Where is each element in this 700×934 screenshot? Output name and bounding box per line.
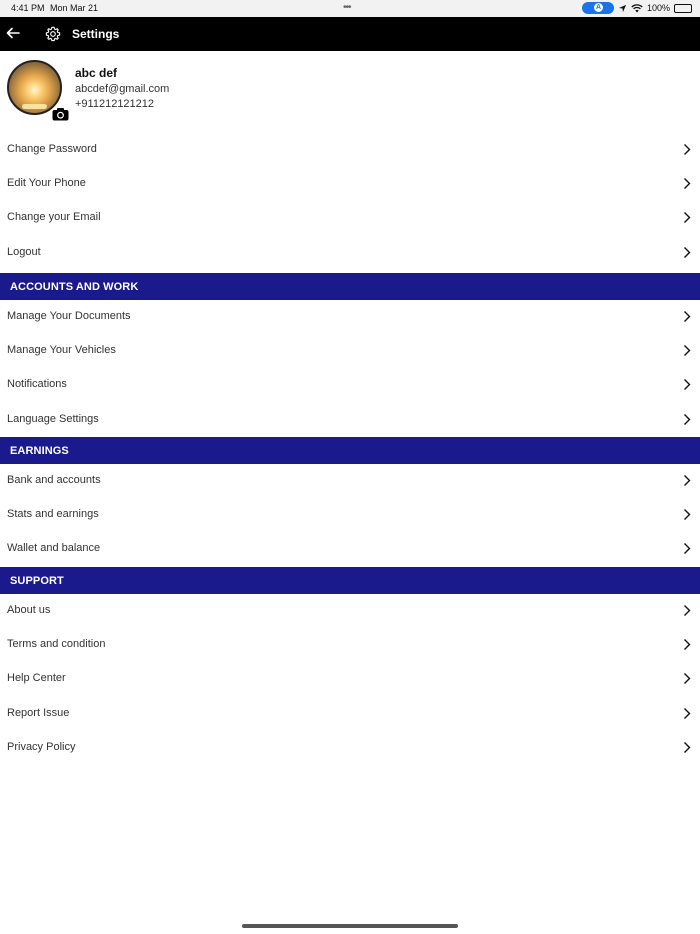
profile-name: abc def	[75, 66, 118, 80]
list-item-change-email[interactable]	[0, 201, 700, 235]
list-item-label: Edit Your Phone	[7, 177, 86, 190]
chevron-right-icon	[683, 143, 691, 156]
location-pill-icon	[582, 2, 614, 14]
section-header-earnings	[0, 437, 700, 464]
camera-icon[interactable]	[52, 107, 69, 121]
list-item-label: Stats and earnings	[7, 508, 99, 521]
list-item-label: Notifications	[7, 378, 67, 391]
list-item-label: Language Settings	[7, 412, 99, 425]
battery-icon	[674, 4, 692, 13]
top-bar	[0, 17, 700, 51]
list-item-help-center[interactable]	[0, 662, 700, 696]
status-bar	[0, 0, 700, 17]
profile-email: abcdef@gmail.com	[75, 83, 170, 95]
arrow-left-icon[interactable]	[5, 25, 21, 41]
chevron-right-icon	[683, 211, 691, 224]
list-item-stats-earnings[interactable]	[0, 498, 700, 532]
chevron-right-icon	[683, 741, 691, 754]
section-title: EARNINGS	[10, 445, 69, 457]
chevron-right-icon	[683, 604, 691, 617]
list-item-label: Manage Your Vehicles	[7, 344, 116, 357]
gear-icon	[45, 26, 61, 42]
status-date: Mon Mar 21	[50, 3, 99, 13]
list-item-notifications[interactable]	[0, 368, 700, 402]
list-item-label: Change your Email	[7, 211, 101, 224]
account-list	[0, 133, 700, 270]
chevron-right-icon	[683, 310, 691, 323]
home-indicator[interactable]	[242, 924, 458, 928]
status-time: 4:41 PM	[11, 3, 45, 13]
section-title: ACCOUNTS AND WORK	[10, 281, 139, 293]
section-title: SUPPORT	[10, 575, 64, 587]
chevron-right-icon	[683, 542, 691, 555]
accounts-work-section	[0, 273, 700, 437]
section-header-support	[0, 567, 700, 594]
support-section	[0, 567, 700, 765]
list-item-about-us[interactable]	[0, 594, 700, 628]
list-item-manage-documents[interactable]	[0, 300, 700, 334]
battery-percent: 100%	[646, 3, 670, 13]
list-item-label: About us	[7, 604, 51, 616]
chevron-right-icon	[683, 508, 691, 521]
wifi-icon	[631, 4, 643, 13]
page-title: Settings	[72, 27, 120, 41]
chevron-right-icon	[683, 177, 691, 190]
list-item-label: Privacy Policy	[7, 740, 76, 753]
list-item-terms[interactable]	[0, 628, 700, 662]
section-header-accounts-work	[0, 273, 700, 300]
chevron-right-icon	[683, 707, 691, 720]
list-item-label: Wallet and balance	[7, 542, 101, 555]
list-item-change-password[interactable]	[0, 133, 700, 167]
chevron-right-icon	[683, 413, 691, 426]
list-item-label: Logout	[7, 245, 41, 258]
list-item-label: Report Issue	[7, 706, 70, 719]
list-item-label: Bank and accounts	[7, 474, 101, 486]
list-item-label: Change Password	[7, 143, 97, 155]
multitasking-dots-icon[interactable]: •••	[343, 2, 351, 13]
status-indicators	[582, 2, 692, 14]
chevron-right-icon	[683, 672, 691, 685]
chevron-right-icon	[683, 246, 691, 259]
profile-phone: +911212121212	[75, 98, 155, 110]
chevron-right-icon	[683, 378, 691, 391]
list-item-bank-accounts[interactable]	[0, 464, 700, 498]
earnings-section	[0, 437, 700, 567]
chevron-right-icon	[683, 638, 691, 651]
chevron-right-icon	[683, 344, 691, 357]
list-item-edit-phone[interactable]	[0, 167, 700, 201]
profile-card	[0, 59, 700, 129]
location-arrow-icon	[618, 4, 627, 13]
list-item-manage-vehicles[interactable]	[0, 334, 700, 368]
list-item-label: Manage Your Documents	[7, 310, 131, 322]
list-item-label: Help Center	[7, 672, 66, 685]
list-item-language-settings[interactable]	[0, 403, 700, 437]
list-item-label: Terms and condition	[7, 638, 106, 651]
chevron-right-icon	[683, 474, 691, 487]
list-item-wallet-balance[interactable]	[0, 532, 700, 566]
list-item-privacy-policy[interactable]	[0, 731, 700, 765]
list-item-report-issue[interactable]	[0, 697, 700, 731]
list-item-logout[interactable]	[0, 236, 700, 270]
